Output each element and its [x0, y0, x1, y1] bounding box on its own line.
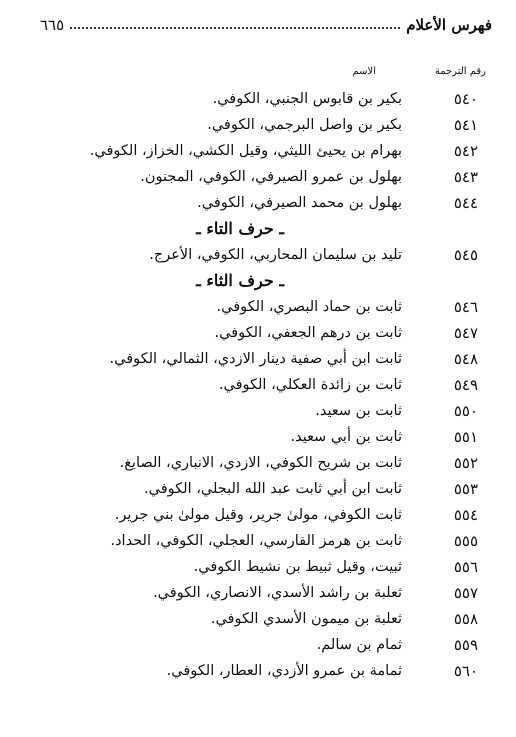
entry-name: ثابت الكوفي، مولىٰ جرير، وقيل مولىٰ بني جرير. [114, 507, 402, 523]
entry-row [0, 450, 516, 476]
entry-name: ثابت بن زائدة العكلي، الكوفي. [218, 377, 402, 393]
entry-number: ٥٥٠ [453, 402, 478, 420]
section-heading-text: ـ حرف الثاء ـ [196, 271, 284, 290]
entry-row [0, 398, 516, 424]
entry-row [0, 320, 516, 346]
entry-number: ٥٥٩ [453, 636, 478, 654]
entry-name: تليد بن سليمان المحاربي، الكوفي، الأعرج. [149, 247, 402, 263]
entry-number: ٥٤٥ [453, 246, 478, 264]
entry-name: ثبيت، وقيل ثبيط بن نشيط الكوفي. [193, 559, 402, 575]
entry-row [0, 138, 516, 164]
index-title: فهرس الأعلام [406, 16, 492, 34]
entry-row [0, 294, 516, 320]
entry-number: ٥٤٧ [453, 324, 478, 342]
entry-row [0, 580, 516, 606]
entry-name: ثابت ابن أبي ثابت عبد الله البجلي، الكوفي. [144, 481, 402, 497]
entry-row [0, 86, 516, 112]
entry-row [0, 528, 516, 554]
entry-number: ٥٥٤ [453, 506, 478, 524]
entry-row [0, 476, 516, 502]
entry-name: بهرام بن يحيئ الليثي، وقيل الكشي، الخزاز، الكوفي. [89, 143, 402, 159]
entry-name: ثابت بن حماد البصري، الكوفي. [216, 299, 402, 315]
page-header [40, 14, 492, 36]
entry-row [0, 658, 516, 684]
entry-number: ٥٤١ [453, 116, 478, 134]
entry-number: ٥٥٢ [453, 454, 478, 472]
entry-number: ٥٤٨ [453, 350, 478, 368]
entry-name: ثعلبة بن ميمون الأسدي الكوفي. [210, 611, 402, 627]
entry-number: ٥٥٥ [453, 532, 478, 550]
column-header-number: رقم الترجمة [434, 66, 486, 77]
entry-number: ٥٥٦ [453, 558, 478, 576]
entry-row [0, 502, 516, 528]
leader-dots [70, 27, 400, 29]
entry-number: ٥٥٣ [453, 480, 478, 498]
entry-row [0, 372, 516, 398]
entry-number: ٥٤٩ [453, 376, 478, 394]
entry-row [0, 112, 516, 138]
entry-row [0, 242, 516, 268]
entry-name: بهلول بن عمرو الصيرفي، الكوفي، المجنون. [140, 169, 402, 185]
entry-name: ثعلبة بن راشد الأسدي، الانصاري، الكوفي. [153, 585, 402, 601]
entry-row [0, 164, 516, 190]
entry-number: ٥٥١ [453, 428, 478, 446]
entry-number: ٥٤٢ [453, 142, 478, 160]
entry-row [0, 424, 516, 450]
page-number: ٦٦٥ [40, 16, 65, 34]
entry-name: ثمام بن سالم. [316, 637, 402, 653]
entry-name: بكير بن قابوس الجنبي، الكوفي. [212, 91, 402, 107]
entry-row [0, 346, 516, 372]
section-heading [0, 268, 516, 294]
entry-number: ٥٥٧ [453, 584, 478, 602]
section-heading-text: ـ حرف التاء ـ [196, 219, 284, 238]
entry-number: ٥٤٠ [453, 90, 478, 108]
entry-name: ثابت بن درهم الجعفي، الكوفي. [214, 325, 402, 341]
entry-name: ثابت ابن أبي صفية دينار الازدي، الثمالي، الكوفي. [109, 351, 402, 367]
entry-row [0, 632, 516, 658]
entries-list [0, 86, 516, 684]
entry-number: ٥٤٦ [453, 298, 478, 316]
entry-row [0, 190, 516, 216]
entry-number: ٥٤٣ [453, 168, 478, 186]
entry-name: ثابت بن أبي سعيد. [290, 429, 402, 445]
entry-number: ٥٤٤ [453, 194, 478, 212]
entry-name: ثابت بن سعيد. [315, 403, 402, 419]
section-heading [0, 216, 516, 242]
entry-name: بهلول بن محمد الصيرفي، الكوفي. [197, 195, 402, 211]
entry-number: ٥٥٨ [453, 610, 478, 628]
entry-name: ثابت بن هرمز الفارسي، العجلي، الكوفي، الحداد. [110, 533, 402, 549]
entry-row [0, 606, 516, 632]
column-header-name: الاسم [352, 66, 376, 77]
entry-name: ثمامة بن عمرو الأزدي، العطار، الكوفي. [166, 663, 402, 679]
entry-name: ثابت بن شريح الكوفي، الازدي، الانباري، الصايغ. [119, 455, 402, 471]
entry-number: ٥٦٠ [453, 662, 478, 680]
entry-row [0, 554, 516, 580]
entry-name: بكير بن واصل البرجمي، الكوفي. [207, 117, 402, 133]
